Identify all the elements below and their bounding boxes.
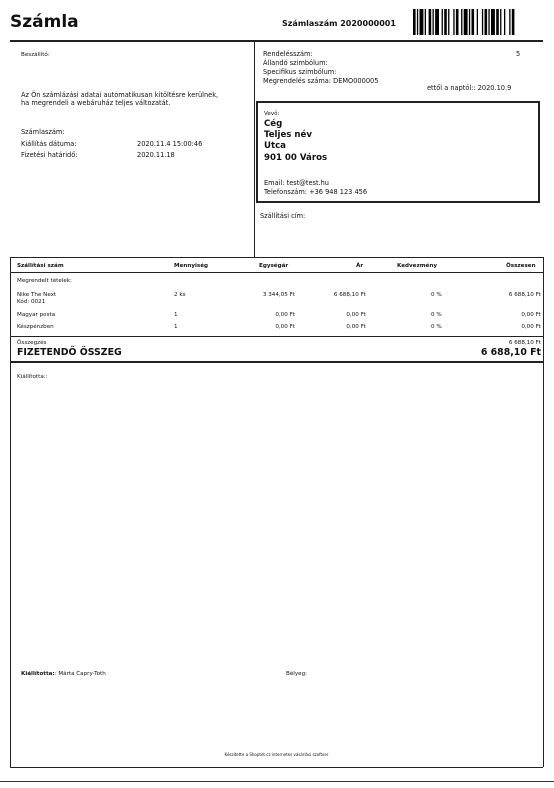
barcode-bar [442,9,443,35]
invoice-number-label: Számlaszám: [21,128,65,136]
constant-symbol-label: Állandó szimbólum: [263,59,328,67]
total-due-label: FIZETENDŐ ÖSSZEG [17,347,122,358]
section-label: Megrendelt tételek: [17,278,72,284]
table-row-unit-price: 0,00 Ft [275,312,295,318]
frame-bottom [10,767,543,768]
barcode-icon [413,9,543,35]
page-title: Számla [10,12,79,32]
seller-label: Beszállító: [21,52,50,58]
notice-line-1: Az Ön számlázási adatai automatikusan kitöltésre kerülnek, [21,91,219,99]
table-row-price: 0,00 Ft [346,312,366,318]
table-row-qty: 1 [174,324,178,330]
table-row-unit-price: 3 344,05 Ft [262,292,295,298]
header-divider [10,40,543,42]
specific-symbol-label: Specifikus szimbólum: [263,68,337,76]
barcode-bar [512,9,515,35]
barcode-bar [488,9,489,35]
buyer-company: Cég [264,119,283,129]
barcode-bar [433,9,434,35]
order-number-value: 5 [516,50,521,58]
barcode-bar [485,9,488,35]
barcode-bar [464,9,468,35]
invoice-number-heading: Számlaszám 2020000001 [282,19,396,28]
table-row-discount: 0 % [431,324,442,330]
buyer-street: Utca [264,141,286,151]
barcode-bar [509,9,510,35]
table-row-total: 0,00 Ft [521,324,541,330]
table-row-name: Készpénzben [17,324,54,330]
table-row-discount: 0 % [431,312,442,318]
barcode-bar [472,9,475,35]
table-row-unit-price: 0,00 Ft [275,324,295,330]
col-header-total: Összesen [506,263,536,269]
due-date-value: 2020.11.18 [137,151,175,159]
col-header-unit-price: Egységár [259,263,289,269]
barcode-bar [456,9,459,35]
barcode-bar [429,9,432,35]
barcode-bar [461,9,462,35]
issued-by-bold-label: Kiállította: [21,671,55,677]
barcode-bar [444,9,447,35]
barcode-bar [413,9,416,35]
order-date-label: ettől a naptól:: 2020.10.9 [427,84,512,92]
summary-divider [10,336,543,337]
barcode-bar [435,9,439,35]
col-header-quantity: Mennyiség [174,263,209,269]
barcode-bar [491,9,495,35]
col-header-shipping-number: Szállítási szám [17,263,64,269]
summary-subtotal: 6 688,10 Ft [508,340,541,346]
table-row-code: Kód: 0021 [17,299,46,305]
order-id-label: Megrendelés száma: DEMO000005 [263,77,379,85]
page-bottom-edge [0,781,554,782]
buyer-city: 901 00 Város [264,153,328,163]
barcode-bar [504,9,505,35]
notice-line-2: ha megrendeli a webáruház teljes változatát. [21,99,171,107]
col-header-price: Ár [356,263,364,269]
footer-credit: Készítette a Shoptet.cz internetes vásárlási szoftver [224,752,329,757]
total-due-value: 6 688,10 Ft [480,347,541,358]
buyer-box [256,101,540,203]
table-row-price: 0,00 Ft [346,324,366,330]
buyer-full-name: Teljes név [264,130,312,140]
issue-date-label: Kiállítás dátuma: [21,140,77,148]
table-row-price: 6 688,10 Ft [333,292,366,298]
table-row-qty: 1 [174,312,178,318]
issued-by-signature [21,671,106,678]
frame-left [10,257,11,767]
barcode-bar [425,9,426,35]
shipping-address-label: Szállítási cím: [260,212,306,220]
table-header-divider [10,272,543,273]
barcode-bar [448,9,449,35]
table-row-total: 6 688,10 Ft [508,292,541,298]
summary-label: Összegzés [17,340,47,346]
summary-bottom-divider [10,361,543,363]
table-row-qty: 2 ks [174,292,186,298]
order-number-label: Rendelésszám: [263,50,313,58]
barcode-bar [420,9,424,35]
stamp-label: Bélyeg: [286,671,308,677]
barcode-bar [500,9,501,35]
barcode-bar [417,9,418,35]
table-row-discount: 0 % [431,292,442,298]
table-top-divider [10,257,543,258]
barcode-bar [482,9,483,35]
table-row-name: Magyar posta [17,312,56,318]
due-date-label: Fizetési határidő: [21,151,78,159]
col-header-discount: Kedvezmény [397,263,437,269]
barcode-bar [453,9,454,35]
buyer-phone: Telefonszám: +36 948 123 456 [264,188,368,196]
barcode-bar [477,9,478,35]
table-row-total: 0,00 Ft [521,312,541,318]
buyer-email: Email: test@test.hu [264,179,329,187]
issue-date-value: 2020.11.4 15:00:46 [137,140,203,148]
column-divider [254,41,255,257]
issued-by-name: : Márta Capry-Toth [54,671,106,677]
barcode-bar [469,9,470,35]
frame-right [543,257,544,767]
issued-by-top-label: Kiállította:: [17,374,48,380]
buyer-label: Vevő: [264,111,280,117]
barcode-bar [496,9,499,35]
table-row-name: Nike The Next [17,292,57,298]
